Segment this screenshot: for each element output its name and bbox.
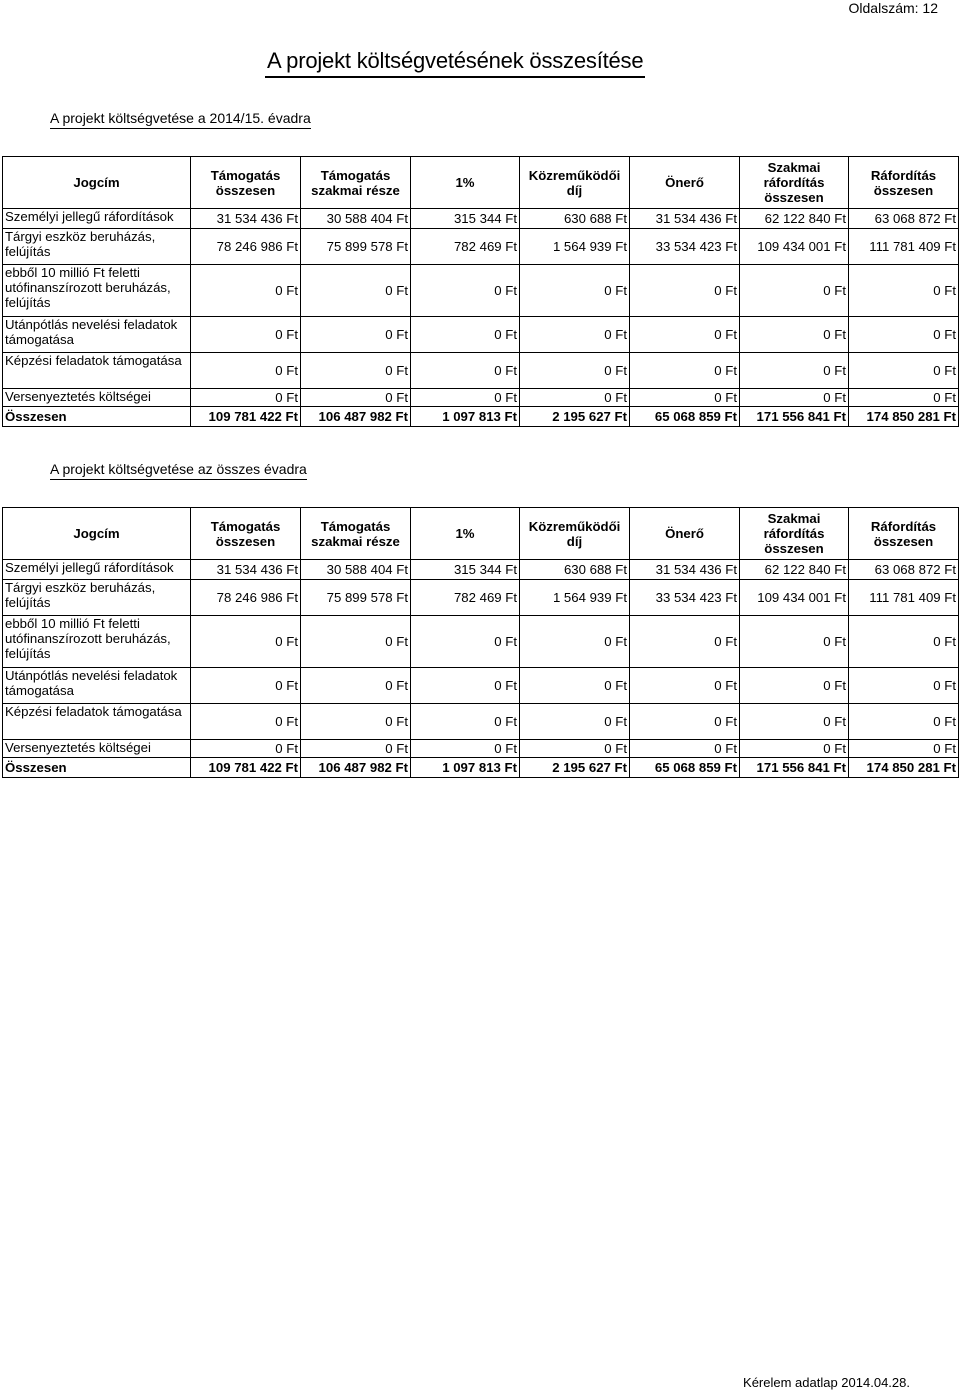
header-jogcim: Jogcím (3, 157, 191, 209)
header-onero: Önerő (630, 508, 740, 560)
table-row (3, 580, 959, 616)
cell-value: 0 Ft (301, 668, 411, 704)
header-jogcim: Jogcím (3, 508, 191, 560)
cell-value: 0 Ft (411, 353, 520, 389)
cell-value: 33 534 423 Ft (630, 229, 740, 265)
table-header-row (3, 508, 959, 560)
budget-table-season (2, 156, 959, 427)
cell-value: 0 Ft (849, 668, 959, 704)
row-label: Képzési feladatok támogatása (3, 353, 191, 389)
table-row (3, 704, 959, 740)
cell-value: 78 246 986 Ft (191, 580, 301, 616)
row-label: Képzési feladatok támogatása (3, 704, 191, 740)
cell-value: 0 Ft (411, 704, 520, 740)
header-kozremukodoi-dij: Közreműködői díj (520, 508, 630, 560)
cell-value: 0 Ft (849, 317, 959, 353)
cell-value: 30 588 404 Ft (301, 209, 411, 229)
cell-value: 109 434 001 Ft (740, 580, 849, 616)
cell-value: 31 534 436 Ft (191, 209, 301, 229)
cell-value: 0 Ft (630, 668, 740, 704)
cell-value: 0 Ft (191, 704, 301, 740)
cell-value: 0 Ft (520, 389, 630, 407)
cell-value: 0 Ft (520, 317, 630, 353)
cell-value: 75 899 578 Ft (301, 229, 411, 265)
cell-value: 0 Ft (301, 616, 411, 668)
cell-value: 0 Ft (411, 389, 520, 407)
cell-value: 1 564 939 Ft (520, 580, 630, 616)
cell-value: 0 Ft (630, 317, 740, 353)
page-number: Oldalszám: 12 (848, 0, 938, 16)
table-row (3, 616, 959, 668)
table-row (3, 758, 959, 778)
row-label: ebből 10 millió Ft feletti utófinanszírozott beruházás, felújítás (3, 616, 191, 668)
cell-value: 0 Ft (520, 704, 630, 740)
cell-value: 0 Ft (411, 265, 520, 317)
cell-value: 63 068 872 Ft (849, 209, 959, 229)
cell-value: 0 Ft (630, 704, 740, 740)
cell-value: 109 781 422 Ft (191, 758, 301, 778)
table-row (3, 209, 959, 229)
table-row (3, 389, 959, 407)
cell-value: 0 Ft (849, 265, 959, 317)
cell-value: 0 Ft (301, 389, 411, 407)
cell-value: 106 487 982 Ft (301, 407, 411, 427)
cell-value: 0 Ft (849, 616, 959, 668)
cell-value: 0 Ft (191, 616, 301, 668)
row-label: Utánpótlás nevelési feladatok támogatása (3, 317, 191, 353)
cell-value: 0 Ft (301, 265, 411, 317)
header-tamogatas-osszesen: Támogatás összesen (191, 157, 301, 209)
cell-value: 62 122 840 Ft (740, 560, 849, 580)
cell-value: 1 097 813 Ft (411, 758, 520, 778)
cell-value: 0 Ft (520, 265, 630, 317)
table-row (3, 229, 959, 265)
cell-value: 111 781 409 Ft (849, 580, 959, 616)
table-row (3, 668, 959, 704)
cell-value: 30 588 404 Ft (301, 560, 411, 580)
cell-value: 0 Ft (630, 389, 740, 407)
cell-value: 0 Ft (630, 740, 740, 758)
header-raforditas-osszesen: Ráfordítás összesen (849, 508, 959, 560)
cell-value: 171 556 841 Ft (740, 758, 849, 778)
cell-value: 315 344 Ft (411, 560, 520, 580)
header-szakmai-raforditas-osszesen: Szakmai ráfordítás összesen (740, 157, 849, 209)
header-egy-szazalek: 1% (411, 508, 520, 560)
cell-value: 0 Ft (191, 317, 301, 353)
cell-value: 0 Ft (520, 353, 630, 389)
cell-value: 0 Ft (301, 353, 411, 389)
page-title: A projekt költségvetésének összesítése (265, 48, 645, 78)
cell-value: 174 850 281 Ft (849, 758, 959, 778)
cell-value: 0 Ft (630, 616, 740, 668)
cell-value: 63 068 872 Ft (849, 560, 959, 580)
cell-value: 62 122 840 Ft (740, 209, 849, 229)
cell-value: 0 Ft (630, 353, 740, 389)
cell-value: 31 534 436 Ft (630, 560, 740, 580)
cell-value: 0 Ft (520, 616, 630, 668)
cell-value: 0 Ft (740, 389, 849, 407)
table-row (3, 317, 959, 353)
cell-value: 0 Ft (191, 389, 301, 407)
footer-note: Kérelem adatlap 2014.04.28. (743, 1375, 910, 1390)
cell-value: 78 246 986 Ft (191, 229, 301, 265)
cell-value: 0 Ft (740, 317, 849, 353)
cell-value: 31 534 436 Ft (630, 209, 740, 229)
cell-value: 0 Ft (740, 616, 849, 668)
cell-value: 171 556 841 Ft (740, 407, 849, 427)
cell-value: 0 Ft (411, 616, 520, 668)
row-label: Tárgyi eszköz beruházás, felújítás (3, 229, 191, 265)
cell-value: 0 Ft (849, 389, 959, 407)
cell-value: 33 534 423 Ft (630, 580, 740, 616)
cell-value: 0 Ft (740, 704, 849, 740)
cell-value: 0 Ft (849, 353, 959, 389)
cell-value: 2 195 627 Ft (520, 407, 630, 427)
table-row (3, 407, 959, 427)
cell-value: 315 344 Ft (411, 209, 520, 229)
cell-value: 0 Ft (191, 668, 301, 704)
section-title-all-seasons: A projekt költségvetése az összes évadra (50, 461, 307, 480)
budget-table-all-seasons (2, 507, 959, 778)
table-row (3, 265, 959, 317)
cell-value: 0 Ft (301, 317, 411, 353)
cell-value: 0 Ft (411, 740, 520, 758)
cell-value: 109 434 001 Ft (740, 229, 849, 265)
row-label: ebből 10 millió Ft feletti utófinanszírozott beruházás, felújítás (3, 265, 191, 317)
cell-value: 0 Ft (740, 740, 849, 758)
header-onero: Önerő (630, 157, 740, 209)
table-header-row (3, 157, 959, 209)
table-row (3, 353, 959, 389)
section-title-season: A projekt költségvetése a 2014/15. évadra (50, 110, 311, 129)
table-row (3, 560, 959, 580)
cell-value: 0 Ft (191, 740, 301, 758)
cell-value: 31 534 436 Ft (191, 560, 301, 580)
cell-value: 0 Ft (740, 353, 849, 389)
header-raforditas-osszesen: Ráfordítás összesen (849, 157, 959, 209)
cell-value: 782 469 Ft (411, 580, 520, 616)
header-tamogatas-osszesen: Támogatás összesen (191, 508, 301, 560)
header-szakmai-raforditas-osszesen: Szakmai ráfordítás összesen (740, 508, 849, 560)
cell-value: 65 068 859 Ft (630, 758, 740, 778)
header-tamogatas-szakmai-resze: Támogatás szakmai része (301, 157, 411, 209)
cell-value: 630 688 Ft (520, 560, 630, 580)
cell-value: 782 469 Ft (411, 229, 520, 265)
cell-value: 0 Ft (740, 668, 849, 704)
cell-value: 630 688 Ft (520, 209, 630, 229)
header-kozremukodoi-dij: Közreműködői díj (520, 157, 630, 209)
cell-value: 0 Ft (301, 740, 411, 758)
row-label: Versenyeztetés költségei (3, 740, 191, 758)
cell-value: 65 068 859 Ft (630, 407, 740, 427)
cell-value: 75 899 578 Ft (301, 580, 411, 616)
cell-value: 0 Ft (191, 265, 301, 317)
cell-value: 0 Ft (849, 740, 959, 758)
cell-value: 1 564 939 Ft (520, 229, 630, 265)
row-label: Összesen (3, 758, 191, 778)
cell-value: 0 Ft (630, 265, 740, 317)
row-label: Személyi jellegű ráfordítások (3, 209, 191, 229)
cell-value: 0 Ft (740, 265, 849, 317)
cell-value: 0 Ft (301, 704, 411, 740)
cell-value: 2 195 627 Ft (520, 758, 630, 778)
row-label: Utánpótlás nevelési feladatok támogatása (3, 668, 191, 704)
cell-value: 106 487 982 Ft (301, 758, 411, 778)
cell-value: 111 781 409 Ft (849, 229, 959, 265)
row-label: Tárgyi eszköz beruházás, felújítás (3, 580, 191, 616)
row-label: Összesen (3, 407, 191, 427)
row-label: Személyi jellegű ráfordítások (3, 560, 191, 580)
cell-value: 1 097 813 Ft (411, 407, 520, 427)
header-egy-szazalek: 1% (411, 157, 520, 209)
cell-value: 0 Ft (520, 740, 630, 758)
header-tamogatas-szakmai-resze: Támogatás szakmai része (301, 508, 411, 560)
cell-value: 0 Ft (849, 704, 959, 740)
cell-value: 0 Ft (520, 668, 630, 704)
row-label: Versenyeztetés költségei (3, 389, 191, 407)
cell-value: 0 Ft (191, 353, 301, 389)
table-row (3, 740, 959, 758)
cell-value: 0 Ft (411, 317, 520, 353)
cell-value: 109 781 422 Ft (191, 407, 301, 427)
cell-value: 174 850 281 Ft (849, 407, 959, 427)
cell-value: 0 Ft (411, 668, 520, 704)
